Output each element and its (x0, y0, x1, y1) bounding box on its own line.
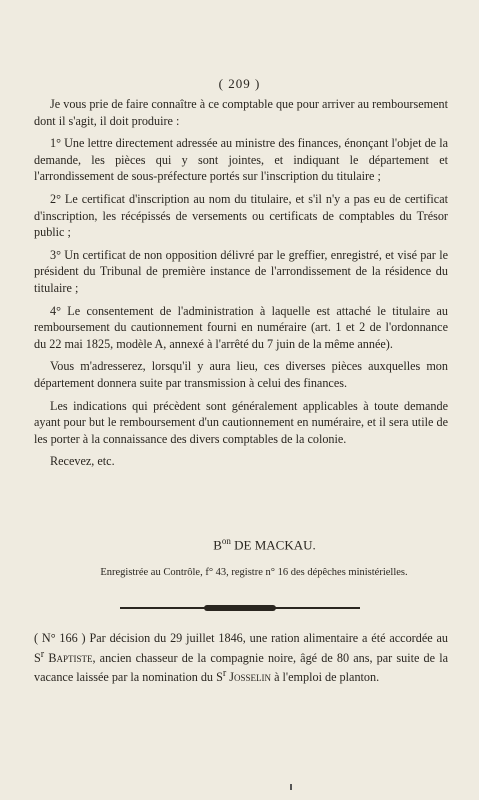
signature-prefix-sup: on (221, 536, 231, 546)
decision-sup-1: r (40, 648, 45, 660)
paragraph-item-1: 1° Une lettre directement adressée au ministre des finances, énonçant l'objet de la demande, les pièces qui y sont jointes, et indiquant le département et l'arrondissement de sous-préfecture portés sur l'inscription du titulaire ; (34, 136, 448, 184)
signature (0, 536, 479, 553)
paragraph-item-4: 4° Le consentement de l'administration à laquelle est attaché le titulaire au remboursement du cautionnement fourni en numéraire (art. 1 et 2 de l'ordonnance du 22 mai 1825, modèle A, annexé à l'arrêté du 7 juin de la même année). (34, 303, 448, 351)
signature-prefix: B (213, 537, 222, 553)
divider-ornament (204, 605, 276, 611)
decision-sup-2: r (222, 668, 227, 680)
ornamental-divider (120, 604, 360, 612)
decision-number: ( N° 166 ) (34, 631, 86, 645)
paragraph-closing: Recevez, etc. (50, 454, 115, 469)
paragraph-general: Les indications qui précèdent sont généralement applicables à toute demande ayant pour but le remboursement d'un cautionnement en numéraire, et il sera utile de les porter à la connaissance des divers comptables de la colonie. (34, 398, 448, 446)
signature-name: DE MACKAU. (234, 537, 316, 553)
registration-note: Enregistrée au Contrôle, f° 43, registre n° 16 des dépêches ministérielles. (100, 567, 408, 578)
paragraph-item-3: 3° Un certificat de non opposition délivré par le greffier, enregistré, et visé par le président du Tribunal de première instance de l'arrondissement de la résidence du titulaire ; (34, 247, 448, 295)
decision-name-2: Josselin (229, 670, 272, 685)
paragraph-intro: Je vous prie de faire connaître à ce comptable que pour arriver au remboursement dont il s'agit, il doit produire : (34, 97, 448, 128)
paragraph-item-2: 2° Le certificat d'inscription au nom du titulaire, et s'il n'y a pas eu de certificat d'inscription, les récépissés de versements ou certificats de comptables du Trésor public ; (34, 191, 448, 240)
decision-name-1: Baptiste (48, 650, 93, 665)
letter-body (34, 96, 448, 476)
decision-paragraph (34, 630, 448, 686)
paragraph-instructions: Vous m'adresserez, lorsqu'il y aura lieu, ces diverses pièces auxquelles mon département donnera suite par transmission à celui des finances. (34, 359, 448, 390)
print-mark (290, 784, 292, 790)
decision-text-2: , ancien chasseur de la compagnie noire, âgé de 80 ans, par suite de la vacance laissée par la nomination du S (34, 650, 448, 685)
decision-text-1: Par décision du 29 juillet 1846, une ration alimentaire a été accordée au S (34, 631, 449, 665)
decision-text-3: à l'emploi de planton. (274, 670, 380, 685)
page-number: ( 209 ) (218, 76, 261, 91)
